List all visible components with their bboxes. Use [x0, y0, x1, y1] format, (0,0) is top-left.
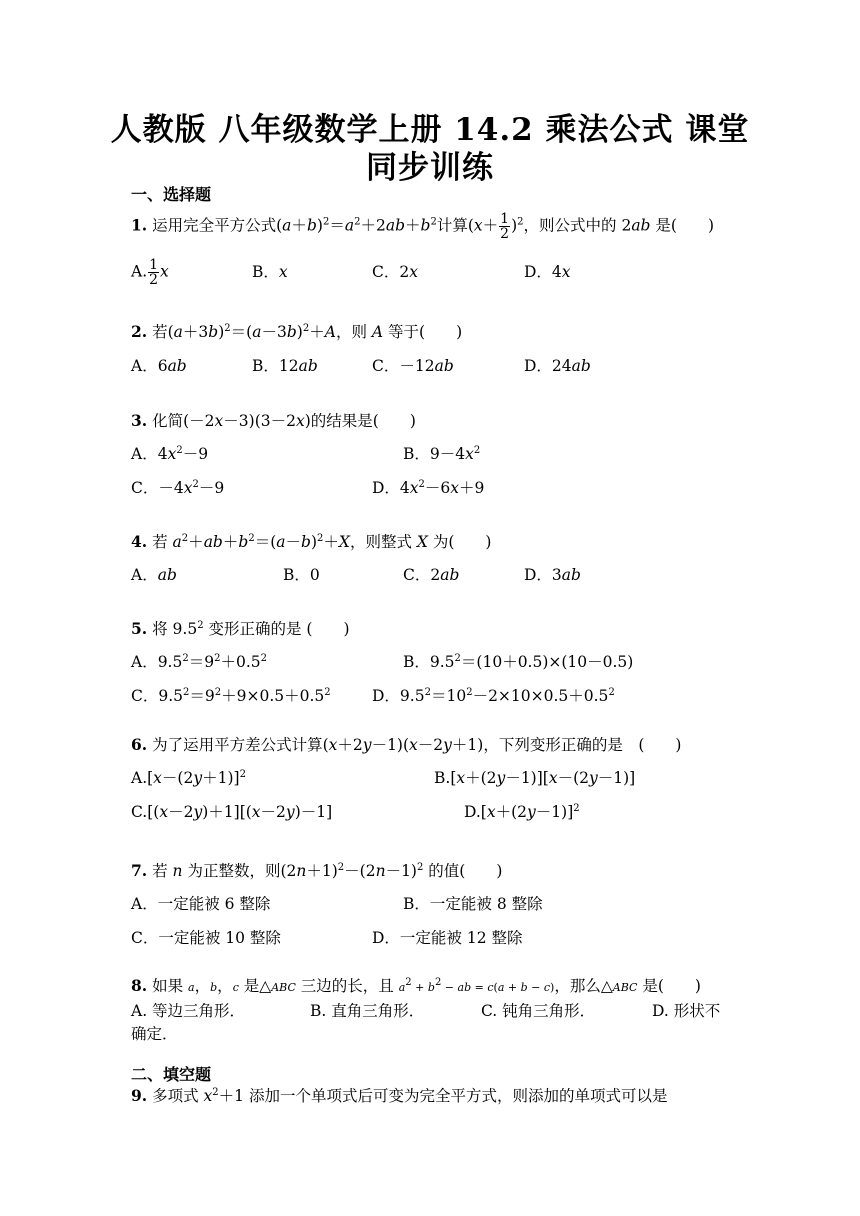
- question-4: 4. 若 $a^2+ab+b^2=(a-b)^2+X$，则整式 X 为( ): [131, 532, 492, 551]
- q3-option-d: D．$4x^2-6x+9$: [372, 479, 485, 497]
- q3-option-b: B．$9-4x^2$: [403, 445, 481, 463]
- q1-option-d: D．4x: [524, 263, 571, 281]
- section-fill-heading: 二、填空题: [131, 1065, 212, 1084]
- q5-option-c: C．$9.5^2=9^2+9\times 0.5+0.5^2$: [131, 687, 331, 705]
- question-7: 7. 若 n 为正整数，则$(2n+1)^2-(2n-1)^2$ 的值( ): [131, 861, 503, 880]
- q7-option-d: D．一定能被 12 整除: [372, 929, 523, 947]
- question-1: 1. 运用完全平方公式$(a+b)^2=a^2+2ab+b^2$计算(x＋ $\frac{1}{2}$ )$^2$，则公式中的 2ab 是( ): [131, 211, 715, 242]
- q1-option-b: B．x: [252, 263, 288, 281]
- q2-option-d: D．24ab: [524, 357, 591, 375]
- q4-option-c: C．2ab: [403, 566, 460, 584]
- q7-option-c: C．一定能被 10 整除: [131, 929, 281, 947]
- q6-option-c: C.[(x－2y)＋1][(x－2y)－1]: [131, 803, 333, 821]
- q5-option-a: A．$9.5^2=9^2+0.5^2$: [131, 653, 268, 671]
- q8-option-c: C. 钝角三角形．: [481, 1002, 596, 1020]
- q2-option-a: A．6ab: [131, 357, 187, 375]
- q7-option-a: A．一定能被 6 整除: [131, 895, 271, 913]
- question-5: 5. 将 $9.5^2$ 变形正确的是 ( ): [131, 619, 350, 638]
- q2-option-c: C．－12ab: [372, 357, 454, 375]
- section-choice-heading: 一、选择题: [131, 185, 212, 204]
- page-title-line2: 同步训练: [366, 150, 494, 186]
- q3-option-c: C．$-4x^2-9$: [131, 479, 225, 497]
- q8-option-d-continued: 确定．: [131, 1025, 178, 1043]
- page-title: 人教版 八年级数学上册 14.2 乘法公式 课堂: [110, 112, 750, 148]
- question-9: 9. 多项式 $x^2+1$ 添加一个单项式后可变为完全平方式，则添加的单项式可以是: [131, 1086, 668, 1105]
- q8-option-d: D. 形状不: [652, 1002, 721, 1020]
- q2-option-b: B．12ab: [252, 357, 318, 375]
- q1-option-a: A. $\frac{1}{2}$ x: [131, 257, 169, 288]
- q8-option-a: A. 等边三角形．: [131, 1002, 246, 1020]
- q6-option-d: $D.[x+(2y-1)]^2$: [464, 803, 580, 821]
- q4-option-b: B．0: [283, 566, 320, 584]
- q6-option-a: $A.[x-(2y+1)]^2$: [131, 769, 246, 787]
- q5-option-d: D．$9.5^2=10^2-2\times 10\times 0.5+0.5^2$: [372, 687, 615, 705]
- question-8: 8. 如果 a，b，c 是△ABC 三边的长，且 $a^2 + b^2$ − ab = c(a + b − c)，那么△ABC 是( ): [131, 976, 701, 995]
- q8-option-b: B. 直角三角形．: [310, 1002, 425, 1020]
- q7-option-b: B．一定能被 8 整除: [403, 895, 543, 913]
- q6-option-b: B.[x＋(2y－1)][x－(2y－1)]: [434, 769, 636, 787]
- question-3: 3. 化简(－2x－3)(3－2x)的结果是( ): [131, 411, 416, 430]
- q4-option-a: A．ab: [131, 566, 177, 584]
- question-6: 6. 为了运用平方差公式计算(x＋2y－1)(x－2y＋1)，下列变形正确的是 ( ): [131, 735, 682, 754]
- q3-option-a: A．$4x^2-9$: [131, 445, 209, 463]
- q1-option-c: C．2x: [372, 263, 418, 281]
- question-2: 2. 若$(a+3b)^2=(a-3b)^2+A$，则 A 等于( ): [131, 322, 463, 341]
- q4-option-d: D．3ab: [524, 566, 581, 584]
- q5-option-b: B．$9.5^2=(10+0.5)\times(10-0.5)$: [403, 653, 634, 671]
- question-number: 1.: [131, 215, 148, 235]
